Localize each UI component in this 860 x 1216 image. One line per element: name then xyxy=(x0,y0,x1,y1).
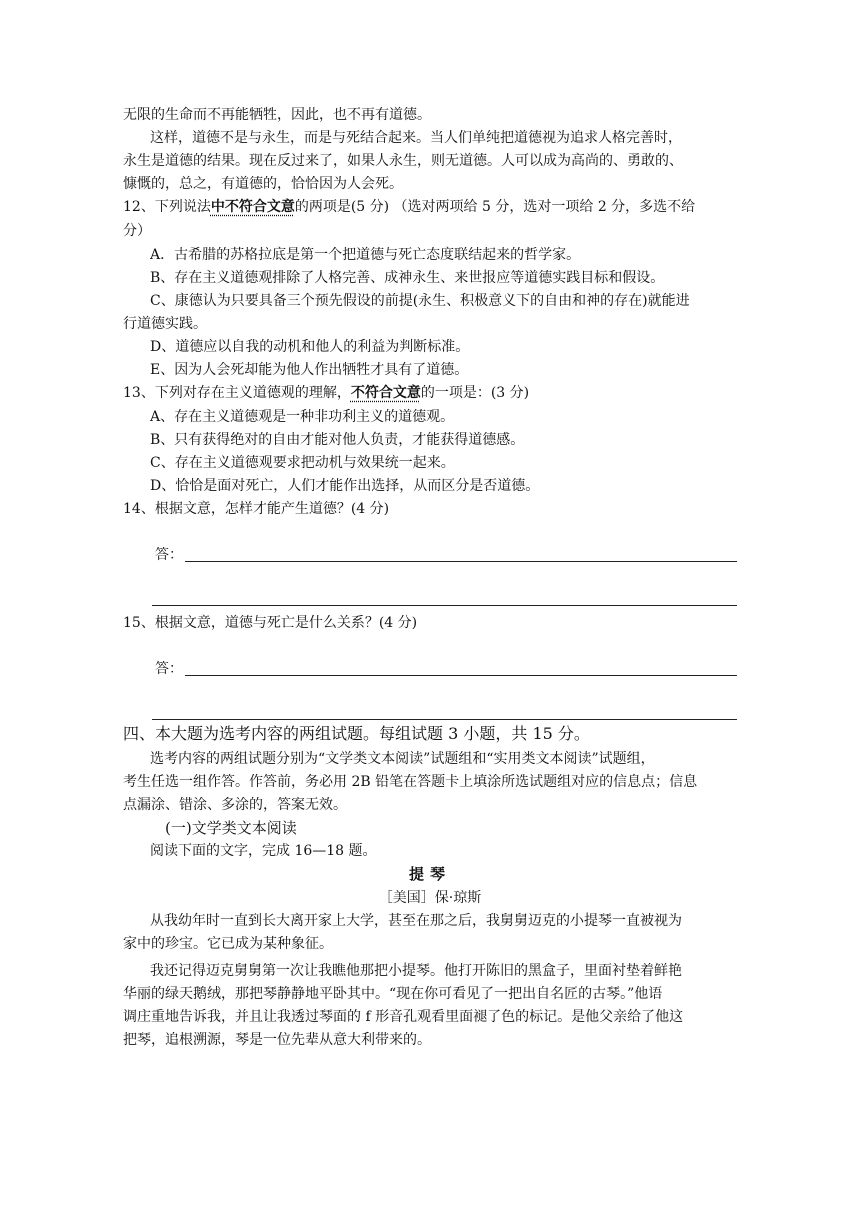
story-line: 从我幼年时一直到长大离开家上大学，甚至在那之后，我舅舅迈克的小提琴一直被视为 xyxy=(150,913,682,929)
answer-line[interactable] xyxy=(185,675,737,676)
option-c: C、存在主义道德观要求把动机与效果统一起来。 xyxy=(150,455,455,471)
stem-text: 的一项是：(3 分) xyxy=(420,385,530,401)
section-paragraph: 选考内容的两组试题分别为“文学类文本阅读”试题组和“实用类文本阅读”试题组， xyxy=(150,751,655,767)
story-title: 提琴 xyxy=(408,865,451,883)
answer-line[interactable] xyxy=(152,719,737,720)
question-12-stem xyxy=(123,196,695,218)
answer-label: 答： xyxy=(155,547,183,563)
story-author: ［美国］保·琼斯 xyxy=(378,890,482,906)
passage-line: 慷慨的，总之，有道德的，恰恰因为人会死。 xyxy=(123,176,403,192)
option-d: D、恰恰是面对死亡，人们才能作出选择，从而区分是否道德。 xyxy=(150,478,540,494)
section-heading: 四、本大题为选考内容的两组试题。每组试题 3 小题，共 15 分。 xyxy=(123,724,590,743)
stem-text: 的两项是(5 分) （选对两项给 5 分，选对一项给 2 分，多选不给 xyxy=(294,199,696,215)
story-line: 把琴，追根溯源，琴是一位先辈从意大利带来的。 xyxy=(123,1032,431,1048)
question-15-stem: 15、根据文意，道德与死亡是什么关系？(4 分) xyxy=(123,615,418,631)
option-c-cont: 行道德实践。 xyxy=(123,316,207,332)
story-line: 家中的珍宝。它已成为某种象征。 xyxy=(123,936,333,952)
emphasis-text: 不符合文意 xyxy=(350,385,421,401)
story-line: 调庄重地告诉我，并且让我透过琴面的 f 形音孔观看里面褪了色的标记。是他父亲给了他这 xyxy=(123,1009,684,1025)
option-d: D、道德应以自我的动机和他人的利益为判断标准。 xyxy=(150,339,470,355)
answer-line[interactable] xyxy=(185,561,737,562)
option-b: B、存在主义道德观排除了人格完善、成神永生、来世报应等道德实践目标和假设。 xyxy=(150,270,665,286)
answer-label: 答： xyxy=(155,661,183,677)
story-line: 华丽的绿天鹅绒，那把琴静静地平卧其中。“现在你可看见了一把出自名匠的古琴。”他语 xyxy=(123,986,663,1002)
passage-line: 无限的生命而不再能牺牲，因此，也不再有道德。 xyxy=(123,107,431,123)
passage-line: 永生是道德的结果。现在反过来了，如果人永生，则无道德。人可以成为高尚的、勇敢的、 xyxy=(123,153,683,169)
option-a: A．古希腊的苏格拉底是第一个把道德与死亡态度联结起来的哲学家。 xyxy=(150,247,581,263)
emphasis-text: 中不符合文意 xyxy=(210,199,295,215)
story-line: 我还记得迈克舅舅第一次让我瞧他那把小提琴。他打开陈旧的黑盒子，里面衬垫着鲜艳 xyxy=(150,963,682,979)
option-a: A、存在主义道德观是一种非功利主义的道德观。 xyxy=(150,409,455,425)
section-paragraph: 考生任选一组作答。作答前，务必用 2B 铅笔在答题卡上填涂所选试题组对应的信息点；信息 xyxy=(123,774,698,790)
passage-line: 这样，道德不是与永生，而是与死结合起来。当人们单纯把道德视为追求人格完善时， xyxy=(150,130,682,146)
instruction-text: 阅读下面的文字，完成 16—18 题。 xyxy=(150,843,377,859)
question-13-stem xyxy=(123,382,529,404)
option-c: C、康德认为只要具备三个预先假设的前提(永生、积极意义下的自由和神的存在)就能进 xyxy=(150,293,690,309)
subsection-heading: (一)文学类文本阅读 xyxy=(165,819,297,837)
stem-text: 13、下列对存在主义道德观的理解， xyxy=(123,385,351,401)
answer-line[interactable] xyxy=(152,605,737,606)
stem-text: 12、下列说法 xyxy=(123,199,211,215)
question-12-stem-cont: 分） xyxy=(123,223,151,239)
section-paragraph: 点漏涂、错涂、多涂的，答案无效。 xyxy=(123,797,347,813)
question-14-stem: 14、根据文意，怎样才能产生道德？(4 分) xyxy=(123,501,390,517)
option-e: E、因为人会死却能为他人作出牺牲才具有了道德。 xyxy=(150,362,469,378)
option-b: B、只有获得绝对的自由才能对他人负责，才能获得道德感。 xyxy=(150,432,525,448)
